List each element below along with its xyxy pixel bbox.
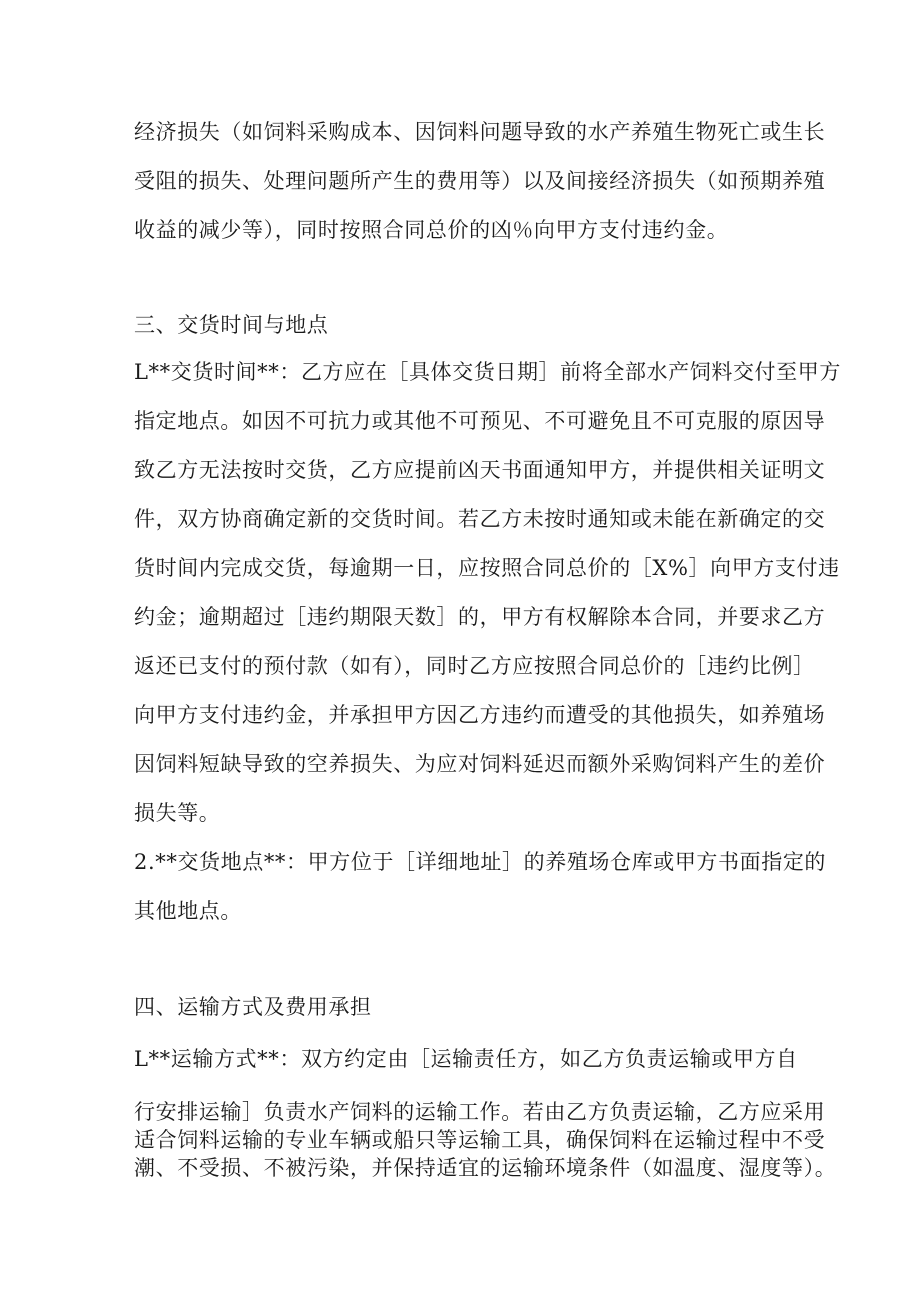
intro-line: 收益的减少等），同时按照合同总价的凶％向甲方支付违约金。 — [134, 218, 729, 242]
intro-line: 受阻的损失、处理问题所产生的费用等）以及间接经济损失（如预期养殖 — [134, 169, 826, 193]
section-3-item-2-line: 2.**交货地点**：甲方位于［详细地址］的养殖场仓库或甲方书面指定的 — [134, 850, 827, 874]
section-4-item-1-line: 适合饲料运输的专业车辆或船只等运输工具，确保饲料在运输过程中不受 — [134, 1128, 826, 1152]
section-3-item-2-line: 其他地点。 — [134, 899, 242, 923]
section-3-item-1-line: 向甲方支付违约金，并承担甲方因乙方违约而遭受的其他损失，如养殖场 — [134, 703, 826, 727]
section-3-item-1-line: 指定地点。如因不可抗力或其他不可预见、不可避免且不可克服的原因导 — [134, 409, 826, 433]
section-4-item-1-line: 行安排运输］负责水产饲料的运输工作。若由乙方负责运输，乙方应采用 — [134, 1100, 826, 1124]
section-3-item-1-line: 损失等。 — [134, 801, 221, 825]
section-3-item-1-line: 货时间内完成交货，每逾期一日，应按照合同总价的［X%］向甲方支付违 — [134, 556, 840, 580]
section-4-item-1-line: 潮、不受损、不被污染，并保持适宜的运输环境条件（如温度、湿度等）。 — [134, 1156, 837, 1180]
section-3-item-1-line: 返还已支付的预付款（如有），同时乙方应按照合同总价的［违约比例］ — [134, 654, 815, 678]
section-3-heading: 三、交货时间与地点 — [134, 313, 329, 337]
section-3-item-1-line: L**交货时间**：乙方应在［具体交货日期］前将全部水产饲料交付至甲方 — [134, 360, 841, 384]
section-4-heading: 四、运输方式及费用承担 — [134, 995, 372, 1019]
section-3-item-1-line: 因饲料短缺导致的空养损失、为应对饲料延迟而额外采购饲料产生的差价 — [134, 752, 826, 776]
intro-line: 经济损失（如饲料采购成本、因饲料问题导致的水产养殖生物死亡或生长 — [134, 120, 826, 144]
section-4-item-1-line: L**运输方式**：双方约定由［运输责任方，如乙方负责运输或甲方自 — [134, 1047, 798, 1071]
section-3-item-1-line: 致乙方无法按时交货，乙方应提前凶天书面通知甲方，并提供相关证明文 — [134, 458, 826, 482]
section-3-item-1-line: 件，双方协商确定新的交货时间。若乙方未按时通知或未能在新确定的交 — [134, 507, 826, 531]
section-3-item-1-line: 约金；逾期超过［违约期限天数］的，甲方有权解除本合同，并要求乙方 — [134, 605, 826, 629]
